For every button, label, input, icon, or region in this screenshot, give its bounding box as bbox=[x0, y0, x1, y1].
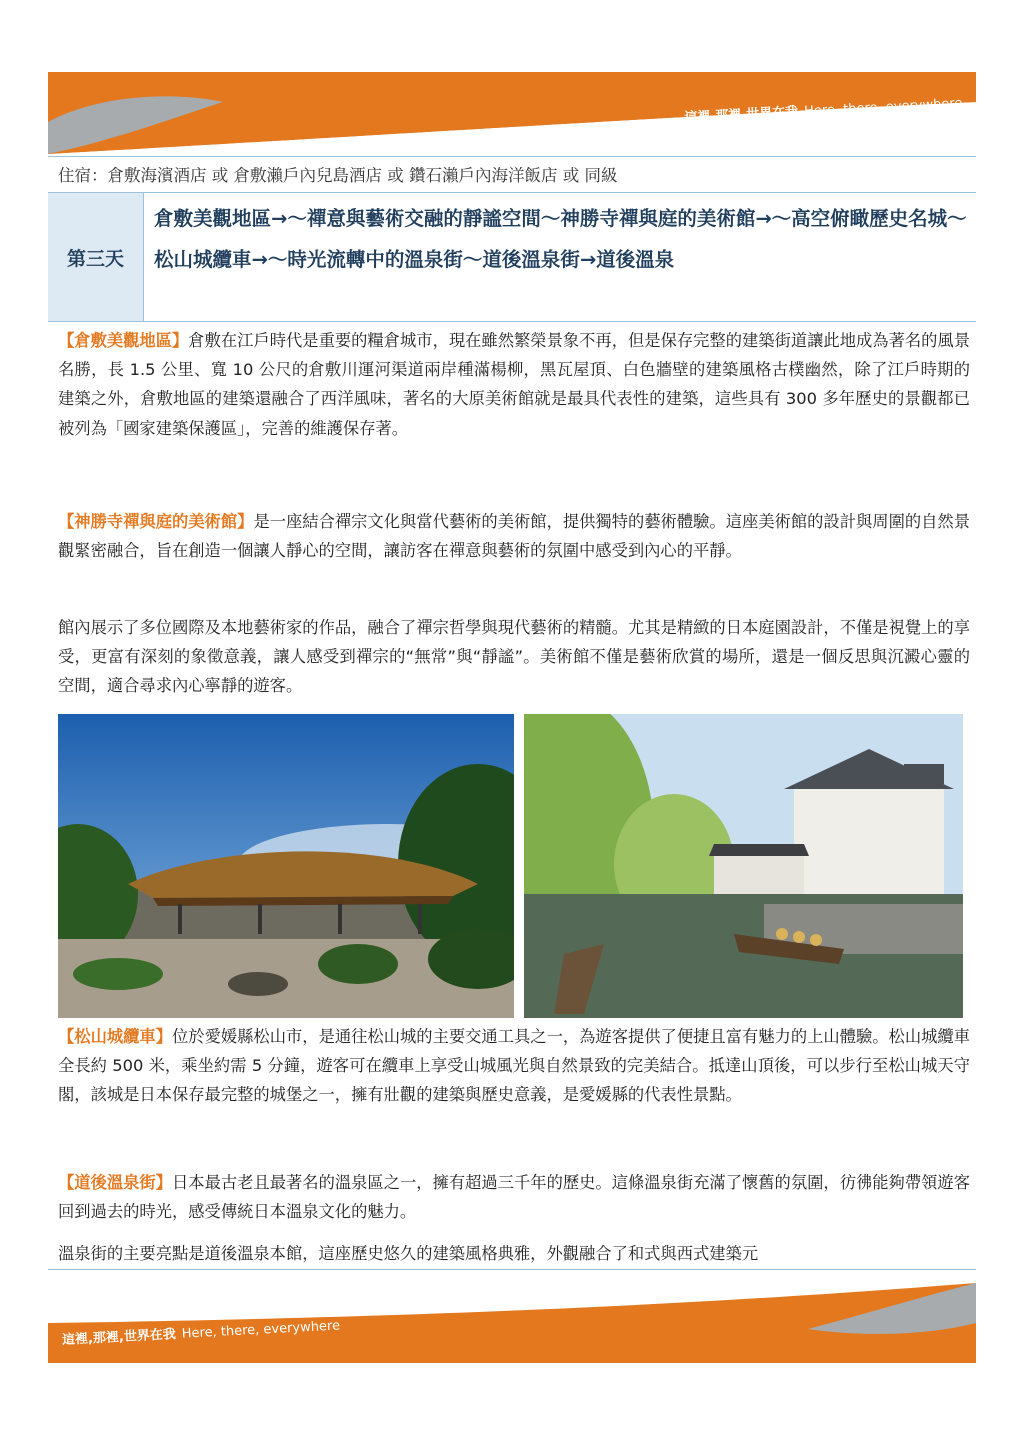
footer-tagline-en: Here, there, everywhere bbox=[181, 1318, 341, 1342]
photo-canal bbox=[524, 714, 963, 1018]
divider-line bbox=[48, 156, 976, 157]
section-text: 位於愛媛縣松山市，是通往松山城的主要交通工具之一，為遊客提供了便捷且富有魅力的上山體驗。松山城纜車全長約 500 米，乘坐約需 5 分鐘，遊客可在纜車上享受山城風光與自然景致的完美結合。抵達山頂後，可以步行至松山城天守閣，該城是日本保存最完整的城堡之一，擁有壯觀的建築與歷史意義，是愛媛縣的代表性景點。 bbox=[58, 1027, 970, 1105]
photo-museum bbox=[58, 714, 514, 1018]
section-kurashiki bbox=[58, 326, 970, 443]
section-text: 是一座結合禪宗文化與當代藝術的美術館，提供獨特的藝術體驗。這座美術館的設計與周圍的自然景觀緊密融合，旨在創造一個讓人靜心的空間，讓訪客在禪意與藝術的氛圍中感受到內心的平靜。 bbox=[58, 512, 970, 561]
section-heading: 【倉敷美觀地區】 bbox=[58, 331, 189, 350]
section-heading: 【道後溫泉街】 bbox=[58, 1173, 172, 1192]
day-title: 倉敷美觀地區→～禪意與藝術交融的靜謐空間～神勝寺禪與庭的美術館→～高空俯瞰歷史名城～松山城纜車→～時光流轉中的溫泉街～道後溫泉街→道後溫泉 bbox=[154, 207, 967, 271]
section-text: 日本最古老且最著名的溫泉區之一，擁有超過三千年的歷史。這條溫泉街充滿了懷舊的氛圍，彷彿能夠帶領遊客回到過去的時光，感受傳統日本溫泉文化的魅力。 bbox=[58, 1173, 970, 1222]
section-shinshoji-detail bbox=[58, 613, 970, 701]
lodging-text: 住宿：倉敷海濱酒店 或 倉敷瀨戶內兒島酒店 或 鑽石瀨戶內海洋飯店 或 同級 bbox=[58, 166, 618, 185]
section-heading: 【松山城纜車】 bbox=[58, 1027, 172, 1046]
day-label: 第三天 bbox=[48, 193, 144, 321]
section-text: 館內展示了多位國際及本地藝術家的作品，融合了禪宗哲學與現代藝術的精髓。尤其是精緻的日本庭園設計，不僅是視覺上的享受，更富有深刻的象徵意義，讓人感受到禪宗的“無常”與“靜謐”。美術館不僅是藝術欣賞的場所，還是一個反思與沉澱心靈的空間，適合尋求內心寧靜的遊客。 bbox=[58, 618, 970, 696]
section-shinshoji bbox=[58, 507, 970, 565]
footer-banner bbox=[48, 1283, 976, 1363]
section-heading: 【神勝寺禪與庭的美術館】 bbox=[58, 512, 254, 531]
section-dogo-detail bbox=[58, 1239, 970, 1268]
section-text: 溫泉街的主要亮點是道後溫泉本館，這座歷史悠久的建築風格典雅，外觀融合了和式與西式建築元 bbox=[58, 1244, 759, 1263]
section-matsuyama bbox=[58, 1022, 970, 1110]
divider-line bbox=[48, 1269, 976, 1270]
section-text: 倉敷在江戶時代是重要的糧倉城市，現在雖然繁榮景象不再，但是保存完整的建築街道讓此地成為著名的風景名勝，長 1.5 公里、寬 10 公尺的倉敷川運河渠道兩岸種滿楊柳，黑瓦屋頂、白色牆壁的建築風格古樸幽然，除了江戶時期的建築之外，倉敷地區的建築還融合了西洋風味，著名的大原美術館就是最具代表性的建築，這些具有 300 多年歷史的景觀都已被列為「國家建築保護區」，完善的維護保存著。 bbox=[58, 331, 970, 438]
header-tagline-zh: 這裡,那裡,世界在我 bbox=[683, 104, 799, 126]
day-header bbox=[48, 192, 976, 322]
header-banner bbox=[48, 72, 976, 154]
header-tagline-en: Here, there, everywhere bbox=[803, 96, 963, 120]
footer-tagline-zh: 這裡,那裡,世界在我 bbox=[61, 1327, 177, 1348]
section-dogo bbox=[58, 1168, 970, 1226]
